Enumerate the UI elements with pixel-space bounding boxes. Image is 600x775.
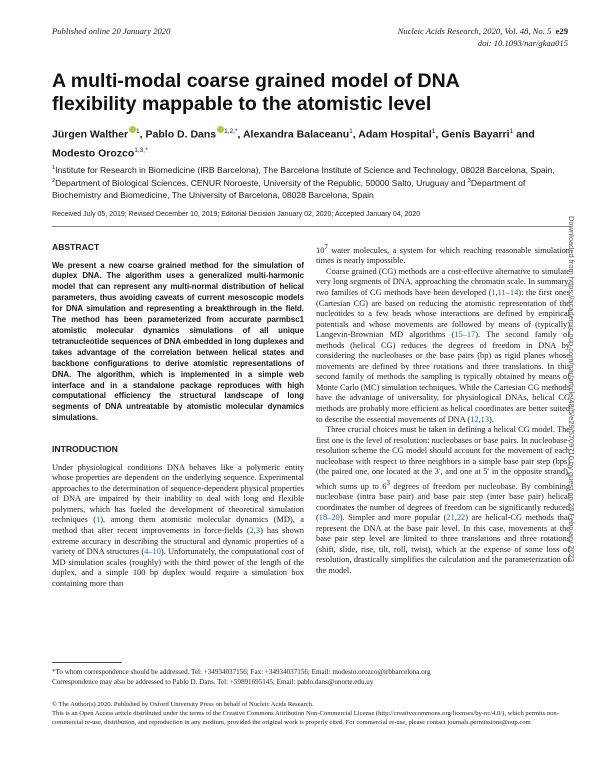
citation-link[interactable]: 1: [96, 515, 101, 525]
author-name: Alexandra Balaceanu: [242, 128, 350, 141]
affiliation-text: Department of Biological Sciences, CENUR Noroeste, University of the Republic, 50000 Salto, Uruguay and: [55, 178, 468, 189]
citation-link[interactable]: 12: [470, 414, 479, 424]
history-dates: Received July 05, 2019; Revised December 10, 2019; Editorial Decision January 02, 2020; Accepted January 04, 2020: [52, 211, 421, 218]
correspondence-line-1: *To whom correspondence should be addressed. Tel: +34934037156; Fax: +34934037156; Email: modesto.orozco@irbbarcelona.org: [52, 668, 431, 676]
intro-paragraph-1-continued: $10^7$ water molecules, a system for which reaching reasonable simulation times is nearly impossible.: [316, 243, 570, 266]
author-affiliation-marker: 1,2,*: [224, 128, 238, 135]
author-name: Genís Bayarri: [441, 128, 510, 141]
intro-paragraph-1: Under physiological conditions DNA behaves like a polymeric entity whose properties are dependent on the underlying sequence. Experimental approaches to the determination of sequence-dependent physical properties of DNA are impaired by their inability to deal with long and flexible polymers, which has fueled the development of theoretical simulation techniques (1), among them atomistic molecular dynamics (MD), a method that after recent improvements in force-fields (2,3) has shown extreme accuracy in describing the structural and dynamic properties of a variety of DNA structures (4–10). Unfortunately, the computational cost of MD simulation scales (roughly) with the third power of the length of the duplex, and a simple 100 bp duplex would require a simulation box containing more than: [52, 462, 304, 588]
author-affiliation-marker: 1: [349, 128, 353, 135]
doi-link[interactable]: doi: 10.1093/nar/gkaa015: [477, 37, 568, 48]
article-title: A multi-modal coarse grained model of DNA flexibility mappable to the atomistic level: [52, 70, 460, 115]
copyright-line: © The Author(s) 2020. Published by Oxford University Press on behalf of Nucleic Acids Research.: [52, 701, 314, 708]
abstract-heading: ABSTRACT: [52, 242, 100, 252]
superscript: 7: [324, 243, 328, 251]
introduction-heading: INTRODUCTION: [52, 444, 118, 455]
author-list: Jürgen Walther $^1$, Pablo D. Dans $^{1,2,*}$, Alexandra Balaceanu$^1$, Adam Hospital$^1$, Genís Bayarri$^1$ and Modesto Orozco$^{1,3,*}$: [52, 128, 535, 159]
published-date: Published online 20 January 2020: [52, 26, 171, 36]
superscript: 3: [386, 478, 390, 487]
correspondence-footnote: [52, 668, 570, 687]
affiliation-text: Institute for Research in Biomedicine (IRB Barcelona), The Barcelona Institute of Science and Technology, 08028 Barcelona, Spain,: [55, 164, 555, 175]
license-footnote: [52, 700, 570, 727]
author-affiliation-marker: 1: [431, 128, 436, 135]
journal-header: [398, 26, 568, 49]
author-affiliation-marker: 1,3,*: [134, 146, 148, 154]
citation-link[interactable]: 2: [249, 525, 254, 535]
left-column: [52, 242, 304, 589]
license-text: This is an Open Access article distributed under the terms of the Creative Commons Attribution Non-Commercial License (http://creativecommons.org/licenses/by-nc/4.0/), which permits non-commercial re-use, distribution, and reproduction in any medium, provided the original work is properly cited. For commercial re-use, please contact journals.permissions@oup.com: [52, 710, 559, 726]
journal-citation: Nucleic Acids Research, 2020, Vol. 48, No. 5: [397, 26, 552, 36]
citation-link[interactable]: 4–10: [144, 547, 161, 557]
author-affiliation-marker: 1: [509, 128, 514, 135]
intro-paragraph-2: Coarse grained (CG) methods are a cost-effective alternative to simulate very long segments of DNA, approaching the chromatin scale. In summary, two families of CG methods have been developed (1,11–14): the first ones (Cartesian CG) are based on reducing the atomistic representation of the nucleotides to a few beads whose interactions are defined by empirical potentials and whose movements are followed by means of (typically) Langevin-Brownian MD algorithms (15–17). The second family of methods (helical CG) reduces the degrees of freedom in DNA by considering the nucleobases or the base pairs (bp) as rigid planes whose movements are defined by three rotations and three translations. In this second family of methods the sampling is typically obtained by means of Monte Carlo (MC) simulation techniques. While the Cartesian CG methods have the advantage of universality, for physiological DNAs, helical CG methods are probably more efficient as helical coordinates are better suited to describe the essential movements of DNA (12,13).: [316, 266, 570, 424]
affiliation-marker: 3: [467, 178, 471, 185]
author-name: Jürgen Walther: [52, 128, 129, 141]
download-note: Downloaded from https://academic.oup.com/nar/article/48/5/e29/5709710 by guest on 28 February 2023: [567, 216, 576, 563]
citation-link[interactable]: 11–14: [497, 287, 519, 297]
right-column: [316, 242, 570, 577]
author-affiliation-marker: 1: [136, 128, 140, 135]
citation-link[interactable]: 18–20: [318, 513, 340, 523]
correspondence-line-2: Correspondence may also be addressed to Pablo D. Dans. Tel: +59891695145; Email: pablo.dans@unorte.edu.uy: [52, 677, 374, 686]
affiliations: [52, 163, 572, 201]
author-name: Adam Hospital: [358, 128, 432, 141]
citation-link[interactable]: 21: [446, 513, 455, 523]
citation-link[interactable]: 3: [255, 525, 261, 535]
download-watermark: [566, 216, 580, 616]
citation-link[interactable]: 22: [456, 513, 466, 523]
article-id: e29: [555, 26, 568, 36]
citation-link[interactable]: 15–17: [454, 330, 476, 340]
citation-link[interactable]: 1: [491, 287, 496, 297]
footnote-divider: [52, 662, 122, 663]
author-name: Pablo D. Dans: [145, 128, 217, 141]
affiliation-marker: 1: [52, 165, 56, 171]
abstract-text: We present a new coarse grained method for the simulation of duplex DNA. The algorithm uses a generalized multi-harmonic model that can represent any multi-normal distribution of helical parameters, thus avoiding caveats of current mesoscopic models for DNA simulation and representing a breakthrough in the field. The method has been parameterized from accurate parmbsc1 atomistic molecular dynamics simulations of all unique tetranucleotide sequences of DNA embedded in long duplexes and takes advantage of the correlation between helical states and backbone configurations to derive atomistic representations of DNA. The algorithm, which is implemented in a simple web interface and in a standalone package reproduces with high computational efficiency the structural landscape of long segments of DNA untreatable by atomistic molecular dynamics simulations.: [52, 260, 304, 423]
author-name: Modesto Orozco: [52, 147, 135, 159]
citation-link[interactable]: 13: [480, 414, 490, 424]
affiliation-marker: 2: [52, 178, 56, 185]
orcid-icon[interactable]: [129, 126, 136, 133]
intro-paragraph-3: Three crucial choices must be taken in defining a helical CG model. The first one is the level of resolution: nucleobases or base pairs. In nucleobase-resolution scheme the CG model should account for the movement of each nucleobase with respect to three neighbors in a simple base pair step (bps) (the paired one, one located at the 3′, and one at 5′ in the opposite strand), which sums up to $6^3$ degrees of freedom per nucleobase. By combining nucleobase (intra base pair) and base pair step (inter base pair) helical coordinates the number of degrees of freedom can be significantly reduced (18–20). Simpler and more popular (21,22) are helical-CG methods that represent the DNA at the base pair level. In this case, movements at the base pair step level are limited to three translations and three rotations (shift, slide, rise, tilt, roll, twist), which at the expense of some loss of resolution, drastically simplifies the calculation and the parameterization of the model.: [316, 425, 571, 575]
affiliation-text: Department of Biochemistry and Biomedicine, The University of Barcelona, 08028 Barcelona, Spain: [52, 178, 526, 200]
header-divider: [52, 226, 570, 227]
